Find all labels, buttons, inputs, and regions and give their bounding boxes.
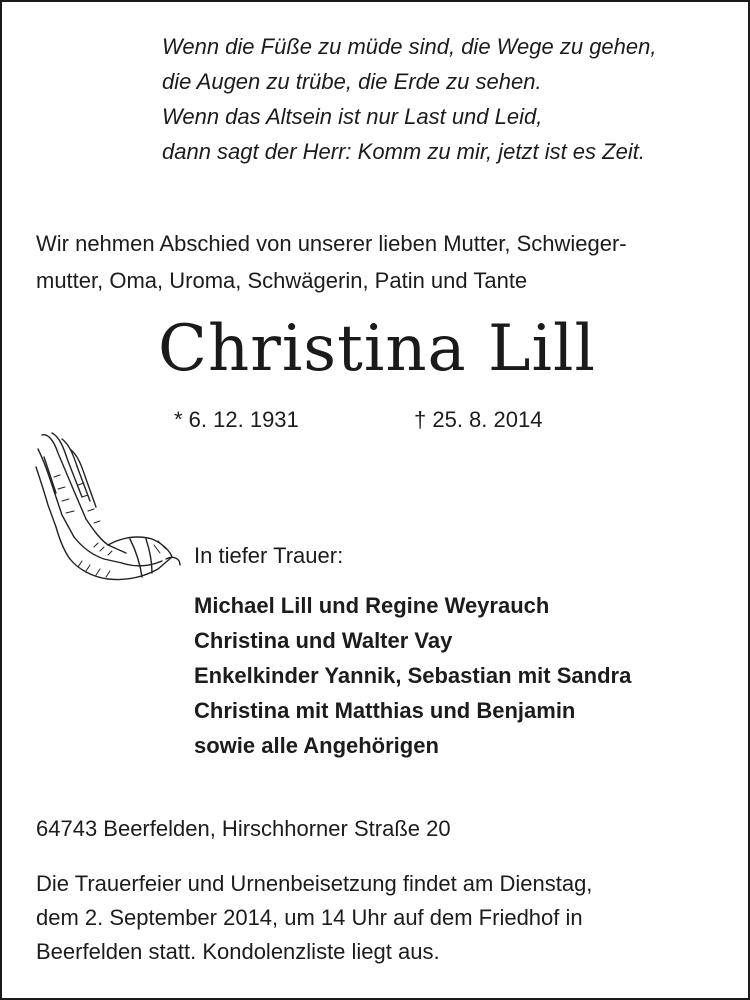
funeral-line: dem 2. September 2014, um 14 Uhr auf dem Friedhof in (36, 905, 583, 930)
mourning-label: In tiefer Trauer: (194, 543, 344, 568)
family-line: Christina mit Matthias und Benjamin (194, 698, 576, 723)
death-date: † 25. 8. 2014 (414, 407, 543, 432)
intro-text (36, 225, 627, 299)
intro-line: Wir nehmen Abschied von unserer lieben Mutter, Schwieger- (36, 231, 627, 256)
address: 64743 Beerfelden, Hirschhorner Straße 20 (36, 816, 451, 841)
funeral-line: Die Trauerfeier und Urnenbeisetzung findet am Dienstag, (36, 871, 593, 896)
family-line: sowie alle Angehörigen (194, 733, 439, 758)
intro-line: mutter, Oma, Uroma, Schwägerin, Patin und Tante (36, 268, 528, 293)
poem-line: dann sagt der Herr: Komm zu mir, jetzt ist es Zeit. (162, 139, 645, 164)
poem-line: die Augen zu trübe, die Erde zu sehen. (162, 69, 542, 94)
poem (162, 29, 656, 169)
deceased-name: Christina Lill (158, 312, 596, 386)
family-list (194, 588, 631, 763)
family-line: Enkelkinder Yannik, Sebastian mit Sandra (194, 663, 632, 688)
praying-hands-icon (34, 427, 184, 587)
family-line: Michael Lill und Regine Weyrauch (194, 593, 550, 618)
funeral-notice (36, 867, 592, 969)
poem-line: Wenn die Füße zu müde sind, die Wege zu gehen, (162, 34, 657, 59)
family-line: Christina und Walter Vay (194, 628, 453, 653)
poem-line: Wenn das Altsein ist nur Last und Leid, (162, 104, 543, 129)
funeral-line: Beerfelden statt. Kondolenzliste liegt aus. (36, 939, 440, 964)
birth-date: * 6. 12. 1931 (174, 407, 299, 432)
